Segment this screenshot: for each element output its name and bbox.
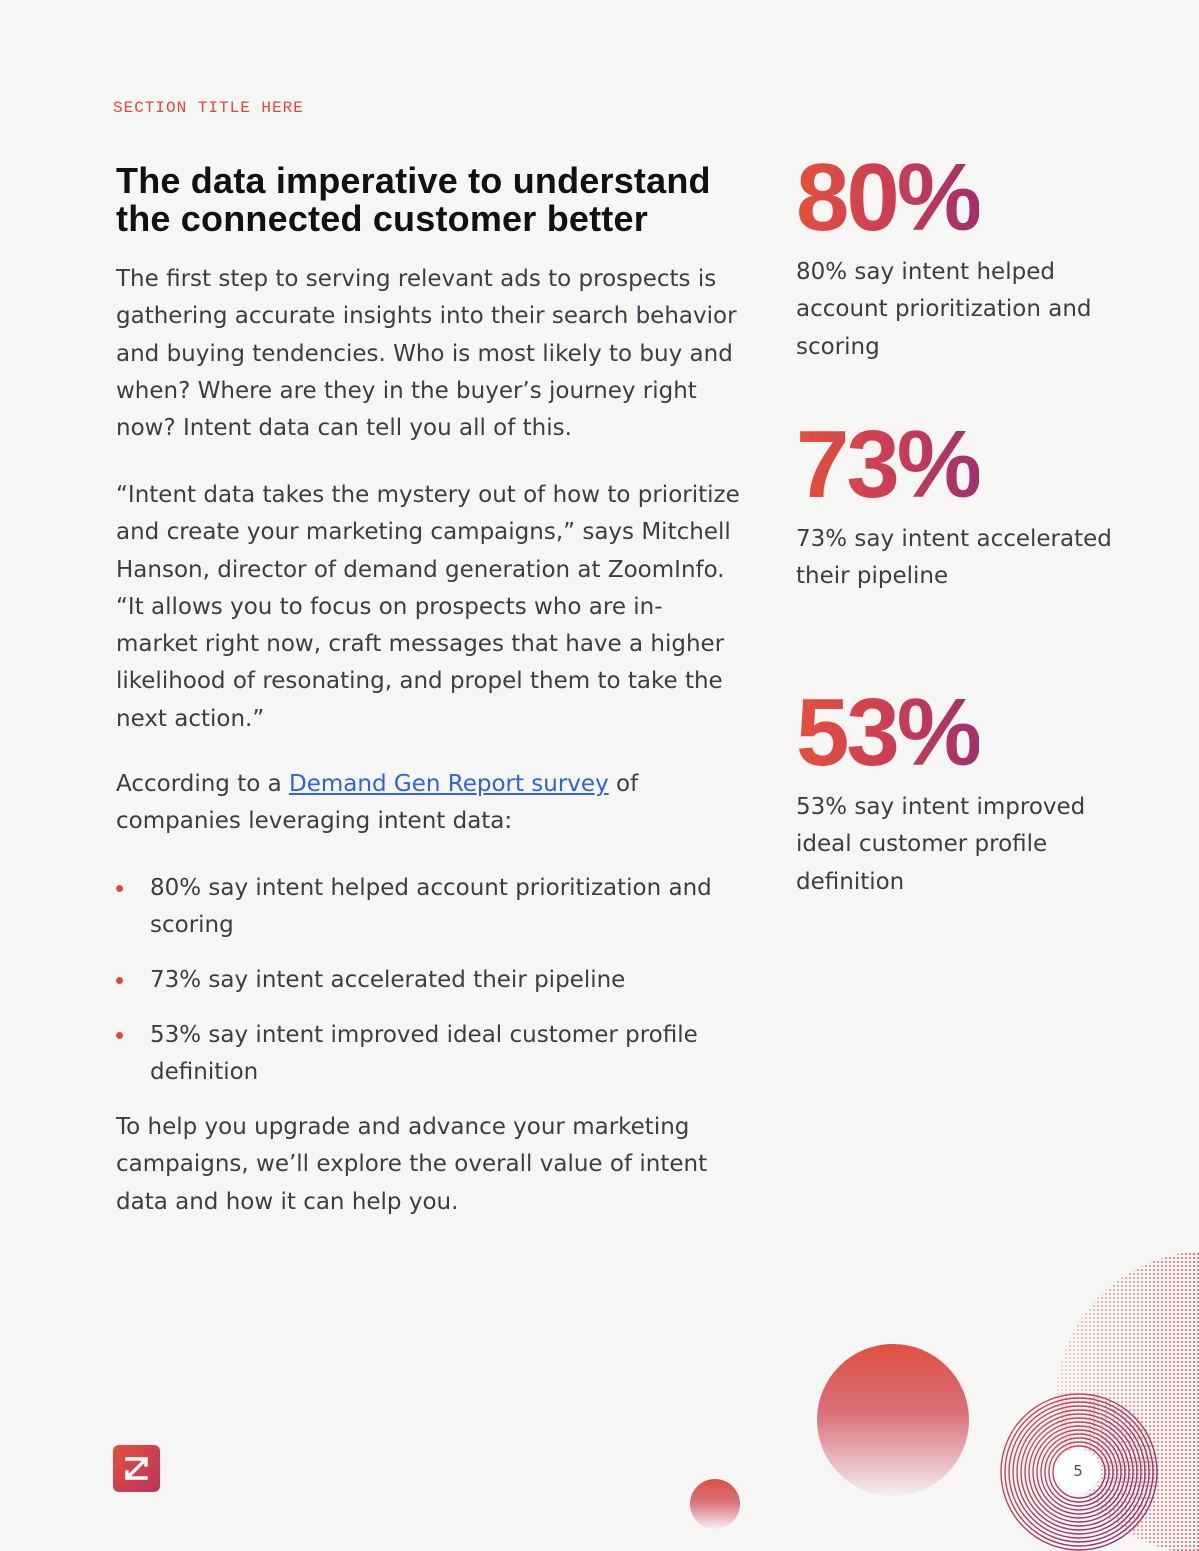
- survey-link[interactable]: Demand Gen Report survey: [289, 771, 609, 797]
- stat-value: 53%: [796, 679, 980, 786]
- survey-text-after: of companies leveraging intent data:: [116, 771, 639, 835]
- page-number: 5: [1056, 1449, 1100, 1493]
- stat-value: 80%: [796, 144, 980, 251]
- quote-paragraph-text: “Intent data takes the mystery out of how to prioritize and create your marketing campaigns,” says Mitchell Hanson, director of demand generation at ZoomInfo. “It allows you to focus on prospects who are in-market right now, craft messages that have a higher likelihood of resonating, and propel them to take the next action.”: [116, 482, 740, 732]
- stat-value: 73%: [796, 411, 980, 518]
- bullet-text: 73% say intent accelerated their pipeline: [150, 967, 626, 993]
- section-title: SECTION TITLE HERE: [113, 99, 304, 117]
- survey-text-before: According to a: [116, 771, 290, 797]
- zoominfo-logo-icon: [113, 1445, 160, 1492]
- bullet-text: 53% say intent improved ideal customer profile definition: [150, 1022, 698, 1085]
- intro-paragraph-text: The first step to serving relevant ads to prospects is gathering accurate insights into their search behavior and buying tendencies. Who is most likely to buy and when? Where are they in the buyer’s journey right now? Intent data can tell you all of this.: [116, 266, 737, 442]
- bullet-text: 80% say intent helped account prioritization and scoring: [150, 875, 712, 938]
- stat-description: 80% say intent helped account prioritization and scoring: [796, 259, 1092, 360]
- large-gradient-circle: [817, 1344, 969, 1496]
- closing-paragraph-text: To help you upgrade and advance your marketing campaigns, we’ll explore the overall value of intent data and how it can help you.: [116, 1114, 708, 1215]
- page-heading: The data imperative to understand the connected customer better: [116, 160, 711, 239]
- stat-description: 73% say intent accelerated their pipeline: [796, 526, 1112, 590]
- small-gradient-circle: [690, 1479, 740, 1529]
- stat-description: 53% say intent improved ideal customer profile definition: [796, 794, 1086, 895]
